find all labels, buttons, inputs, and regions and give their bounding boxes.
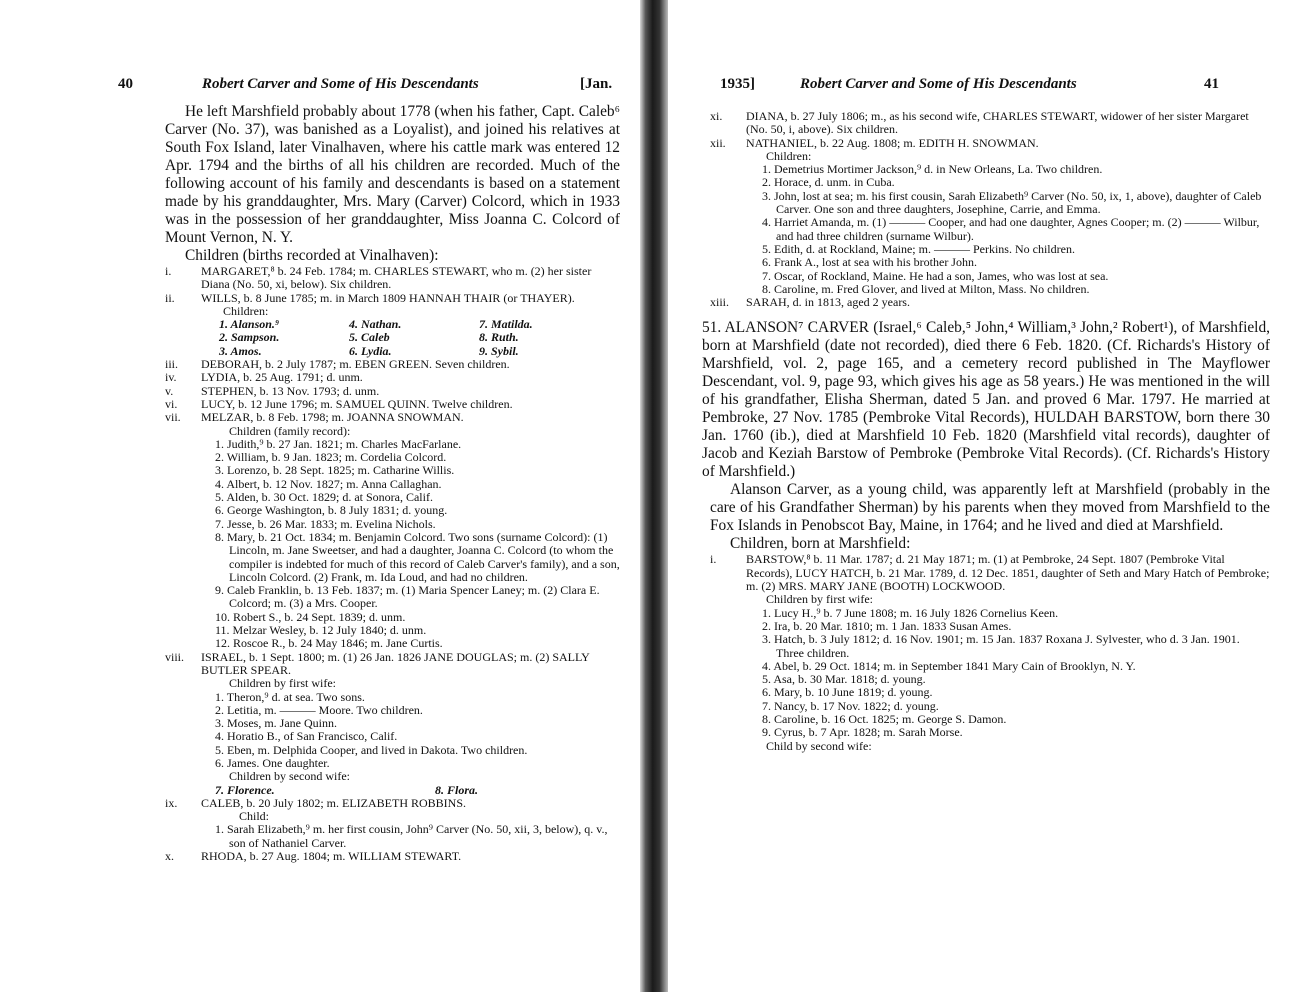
list-item: 8. Caroline, m. Fred Glover, and lived at Milton, Mass. No children. xyxy=(762,281,1090,296)
list-item: 9. Caleb Franklin, b. 13 Feb. 1837; m. (1) Maria Spencer Laney; m. (2) Clara E. Colcord; m. (3) a Mrs. Cooper. xyxy=(215,583,600,611)
list-item: 6. James. One daughter. xyxy=(215,755,330,770)
list-item: 1. Theron,⁹ d. at sea. Two sons. xyxy=(215,689,365,704)
list-item: 7. Florence. xyxy=(215,782,275,797)
entry-iii: iii. DEBORAH, b. 2 July 1787; m. EBEN GREEN. Seven children. xyxy=(165,357,510,372)
nathaniel-children xyxy=(710,163,1270,296)
list-item: 6. Frank A., lost at sea with his brother John. xyxy=(762,255,977,270)
running-date: [Jan. xyxy=(580,76,613,92)
list-item: 8. Mary, b. 21 Oct. 1834; m. Benjamin Colcord. Two sons (surname Colcord): (1) Lincoln, m. Jane Sweetser, and had a daughter, Joanna C. Colcord (to whom the compiler is indebted for much of this record of Caleb Carver's family), and a son, Lincoln Colcord. (2) Frank, m. Ida Loud, and had no children. xyxy=(215,529,620,584)
running-title: Robert Carver and Some of His Descendants xyxy=(800,76,1077,92)
family-list-continued xyxy=(710,110,1270,309)
entry-51-i: i. BARSTOW,⁸ b. 11 Mar. 1787; d. 21 May 1871; m. (1) at Pembroke, 24 Sept. 1807 (Pembroke Vital Records), LUCY HATCH, b. 21 Mar. 1789, d. 12 Dec. 1851, daughter of Seth and Mary Hatch of Pembroke; m. (2) MRS. MARY JANE (BOOTH) LOCKWOOD. xyxy=(710,552,1270,594)
list-item: 7. Nancy, b. 17 Nov. 1822; d. young. xyxy=(762,698,939,713)
list-item: 2. Horace, d. unm. in Cuba. xyxy=(762,175,895,190)
right-page xyxy=(668,0,1292,992)
barstow-first-label: Children by first wife: xyxy=(766,592,873,607)
running-date: 1935] xyxy=(720,76,755,92)
list-item: 1. Judith,⁹ b. 27 Jan. 1821; m. Charles MacFarlane. xyxy=(215,436,462,451)
list-item: 4. Horatio B., of San Francisco, Calif. xyxy=(215,729,398,744)
entry-viii: viii. ISRAEL, b. 1 Sept. 1800; m. (1) 26 Jan. 1826 JANE DOUGLAS; m. (2) SALLY BUTLER SPEAR. xyxy=(165,649,590,677)
list-item: 3. Lorenzo, b. 28 Sept. 1825; m. Catharine Willis. xyxy=(215,463,455,478)
page-number: 40 xyxy=(118,76,133,92)
caleb-child xyxy=(165,823,620,850)
entry-v: v. STEPHEN, b. 13 Nov. 1793; d. unm. xyxy=(165,383,380,398)
list-item: 5. Edith, d. at Rockland, Maine; m. ——— Perkins. No children. xyxy=(762,241,1075,256)
entry-xii: xii. NATHANIEL, b. 22 Aug. 1808; m. EDITH H. SNOWMAN. xyxy=(710,135,1039,150)
list-item: 5. Asa, b. 30 Mar. 1818; d. young. xyxy=(762,672,926,687)
entry-vii: vii. MELZAR, b. 8 Feb. 1798; m. JOANNA SNOWMAN. xyxy=(165,410,464,425)
list-item: 2. Letitia, m. ——— Moore. Two children. xyxy=(215,702,423,717)
list-item: 11. Melzar Wesley, b. 12 July 1840; d. unm. xyxy=(215,623,427,638)
nathaniel-children-label: Children: xyxy=(766,148,812,163)
list-item: 7. Matilda. xyxy=(479,317,533,332)
list-item: 2. William, b. 9 Jan. 1823; m. Cordelia Colcord. xyxy=(215,450,447,465)
entry-xi: xi. DIANA, b. 27 July 1806; m., as his second wife, CHARLES STEWART, widower of her sister Margaret (No. 50, i, above). Six children. xyxy=(710,109,1249,137)
list-item: 1. Alanson.⁹ xyxy=(219,317,280,332)
melzar-children-label: Children (family record): xyxy=(229,423,351,438)
list-item: 3. Hatch, b. 3 July 1812; d. 16 Nov. 1901; m. 15 Jan. 1837 Roxana J. Sylvester, who d. 3 Jan. 1901. Three children. xyxy=(762,632,1240,660)
israel-second-label: Children by second wife: xyxy=(229,769,350,784)
list-item: 2. Sampson. xyxy=(219,330,280,345)
entry-x: x. RHODA, b. 27 Aug. 1804; m. WILLIAM STEWART. xyxy=(165,849,462,864)
entry-i: i. MARGARET,⁸ b. 24 Feb. 1784; m. CHARLES STEWART, who m. (2) her sister Diana (No. 50, xi, below). Six children. xyxy=(165,264,592,292)
list-item: 6. Mary, b. 10 June 1819; d. young. xyxy=(762,685,933,700)
barstow-second-label: Child by second wife: xyxy=(766,738,872,753)
children-heading: Children (births recorded at Vinalhaven): xyxy=(185,247,439,264)
list-item: 1. Lucy H.,⁹ b. 7 June 1808; m. 16 July 1826 Cornelius Keen. xyxy=(762,605,1059,620)
israel-first-label: Children by first wife: xyxy=(229,676,336,691)
israel-second-children xyxy=(165,784,620,797)
intro-paragraph: He left Marshfield probably about 1778 (when his father, Capt. Caleb⁶ Carver (No. 37), was banished as a Loyalist), and joined his relatives at South Fox Island, later Vinalhaven, where his cattle mark was entered 12 Apr. 1794 and the births of all his children are recorded. Much of the following account of his family and descendants is based on a statement made by his granddaughter, Mrs. Mary (Carver) Colcord, which in 1933 was in the possession of her granddaughter, Miss Joanna C. Colcord of Mount Vernon, N. Y. xyxy=(165,103,620,246)
running-title: Robert Carver and Some of His Descendants xyxy=(202,76,479,92)
right-body xyxy=(702,109,1270,753)
entry-xiii: xiii. SARAH, d. in 1813, aged 2 years. xyxy=(710,295,910,310)
list-item: 3. Amos. xyxy=(219,343,262,358)
list-item: 7. Oscar, of Rockland, Maine. He had a son, James, who was lost at sea. xyxy=(762,268,1109,283)
alanson-children-list xyxy=(710,553,1270,752)
list-item: 2. Ira, b. 20 Mar. 1810; m. 1 Jan. 1833 Susan Ames. xyxy=(762,618,1012,633)
caleb-child-label: Child: xyxy=(239,809,270,824)
list-item: 8. Ruth. xyxy=(479,330,519,345)
wills-children-label: Children: xyxy=(223,303,269,318)
list-item: 4. Nathan. xyxy=(349,317,402,332)
israel-children xyxy=(165,691,620,771)
entry-ii: ii. WILLS, b. 8 June 1785; m. in March 1809 HANNAH THAIR (or THAYER). xyxy=(165,290,575,305)
list-item: 4. Abel, b. 29 Oct. 1814; m. in September 1841 Mary Cain of Brooklyn, N. Y. xyxy=(762,658,1136,673)
page-number: 41 xyxy=(1204,76,1219,92)
list-item: 1. Demetrius Mortimer Jackson,⁹ d. in New Orleans, La. Two children. xyxy=(762,162,1103,177)
list-item: 5. Caleb xyxy=(349,330,390,345)
wills-children xyxy=(165,318,620,358)
family-list xyxy=(165,265,620,863)
list-item: 1. Sarah Elizabeth,⁹ m. her first cousin, John⁹ Carver (No. 50, xii, 3, below), q. v., son of Nathaniel Carver. xyxy=(215,822,608,850)
list-item: 9. Cyrus, b. 7 Apr. 1828; m. Sarah Morse. xyxy=(762,725,963,740)
list-item: 12. Roscoe R., b. 24 May 1846; m. Jane Curtis. xyxy=(215,636,443,651)
list-item: 3. John, lost at sea; m. his first cousin, Sarah Elizabeth⁹ Carver (No. 50, ix, 1, above), daughter of Caleb Carver. One son and three daughters, Josephine, Carrie, and Emma. xyxy=(762,188,1262,217)
list-item: 4. Albert, b. 12 Nov. 1827; m. Anna Callaghan. xyxy=(215,476,442,491)
list-item: 5. Alden, b. 30 Oct. 1829; d. at Sonora, Calif. xyxy=(215,490,433,505)
list-item: 9. Sybil. xyxy=(479,343,519,358)
list-item: 5. Eben, m. Delphida Cooper, and lived in Dakota. Two children. xyxy=(215,742,528,757)
list-item: 8. Flora. xyxy=(435,782,479,797)
list-item: 7. Jesse, b. 26 Mar. 1833; m. Evelina Nichols. xyxy=(215,516,436,531)
list-item: 10. Robert S., b. 24 Sept. 1839; d. unm. xyxy=(215,609,406,624)
list-item: 3. Moses, m. Jane Quinn. xyxy=(215,716,337,731)
barstow-children xyxy=(710,607,1270,740)
list-item: 6. George Washington, b. 8 July 1831; d. young. xyxy=(215,503,448,518)
melzar-children xyxy=(165,438,620,651)
entry-iv: iv. LYDIA, b. 25 Aug. 1791; d. unm. xyxy=(165,370,363,385)
entry-ix: ix. CALEB, b. 20 July 1802; m. ELIZABETH ROBBINS. xyxy=(165,795,467,810)
left-page xyxy=(0,0,640,992)
section-51: 51. ALANSON⁷ CARVER (Israel,⁶ Caleb,⁵ John,⁴ William,³ John,² Robert¹), of Marshfield, born at Marshfield (date not recorded), died there 6 Feb. 1820. (Cf. Richards's History of Marshfield, vol. 2, page 165, and a cemetery record published in The Mayflower Descendant, vol. 9, page 93, which gives his age as 58 years.) He was mentioned in the will of his grandfather, Elisha Sherman, dated 5 Jan. and proved 6 Mar. 1797. He married at Pembroke, 27 Nov. 1785 (Pembroke Vital Records), HULDAH BARSTOW, born there 30 Jan. 1760 (ib.), died at Marshfield 10 Feb. 1820 (Marshfield vital records), daughter of Jacob and Keziah Barstow of Pembroke (Pembroke Vital Records). (Cf. Richards's History of Marshfield.) xyxy=(702,319,1270,481)
alanson-children-heading: Children, born at Marshfield: xyxy=(730,535,911,553)
book-gutter xyxy=(640,0,668,992)
list-item: 8. Caroline, b. 16 Oct. 1825; m. George S. Damon. xyxy=(762,712,1007,727)
section-51-paragraph-2: Alanson Carver, as a young child, was apparently left at Marshfield (probably in the care of his Grandfather Sherman) by his parents when they moved from Marshfield to the Fox Islands in Penobscot Bay, Maine, in 1764; and he lived and died at Marshfield. xyxy=(710,481,1270,535)
list-item: 4. Harriet Amanda, m. (1) ——— Cooper, and had one daughter, Agnes Cooper; m. (2) ——— Wilbur, and had three children (surname Wilbur). xyxy=(762,215,1260,243)
entry-vi: vi. LUCY, b. 12 June 1796; m. SAMUEL QUINN. Twelve children. xyxy=(165,396,513,411)
list-item: 6. Lydia. xyxy=(349,343,392,358)
left-body xyxy=(165,103,620,863)
